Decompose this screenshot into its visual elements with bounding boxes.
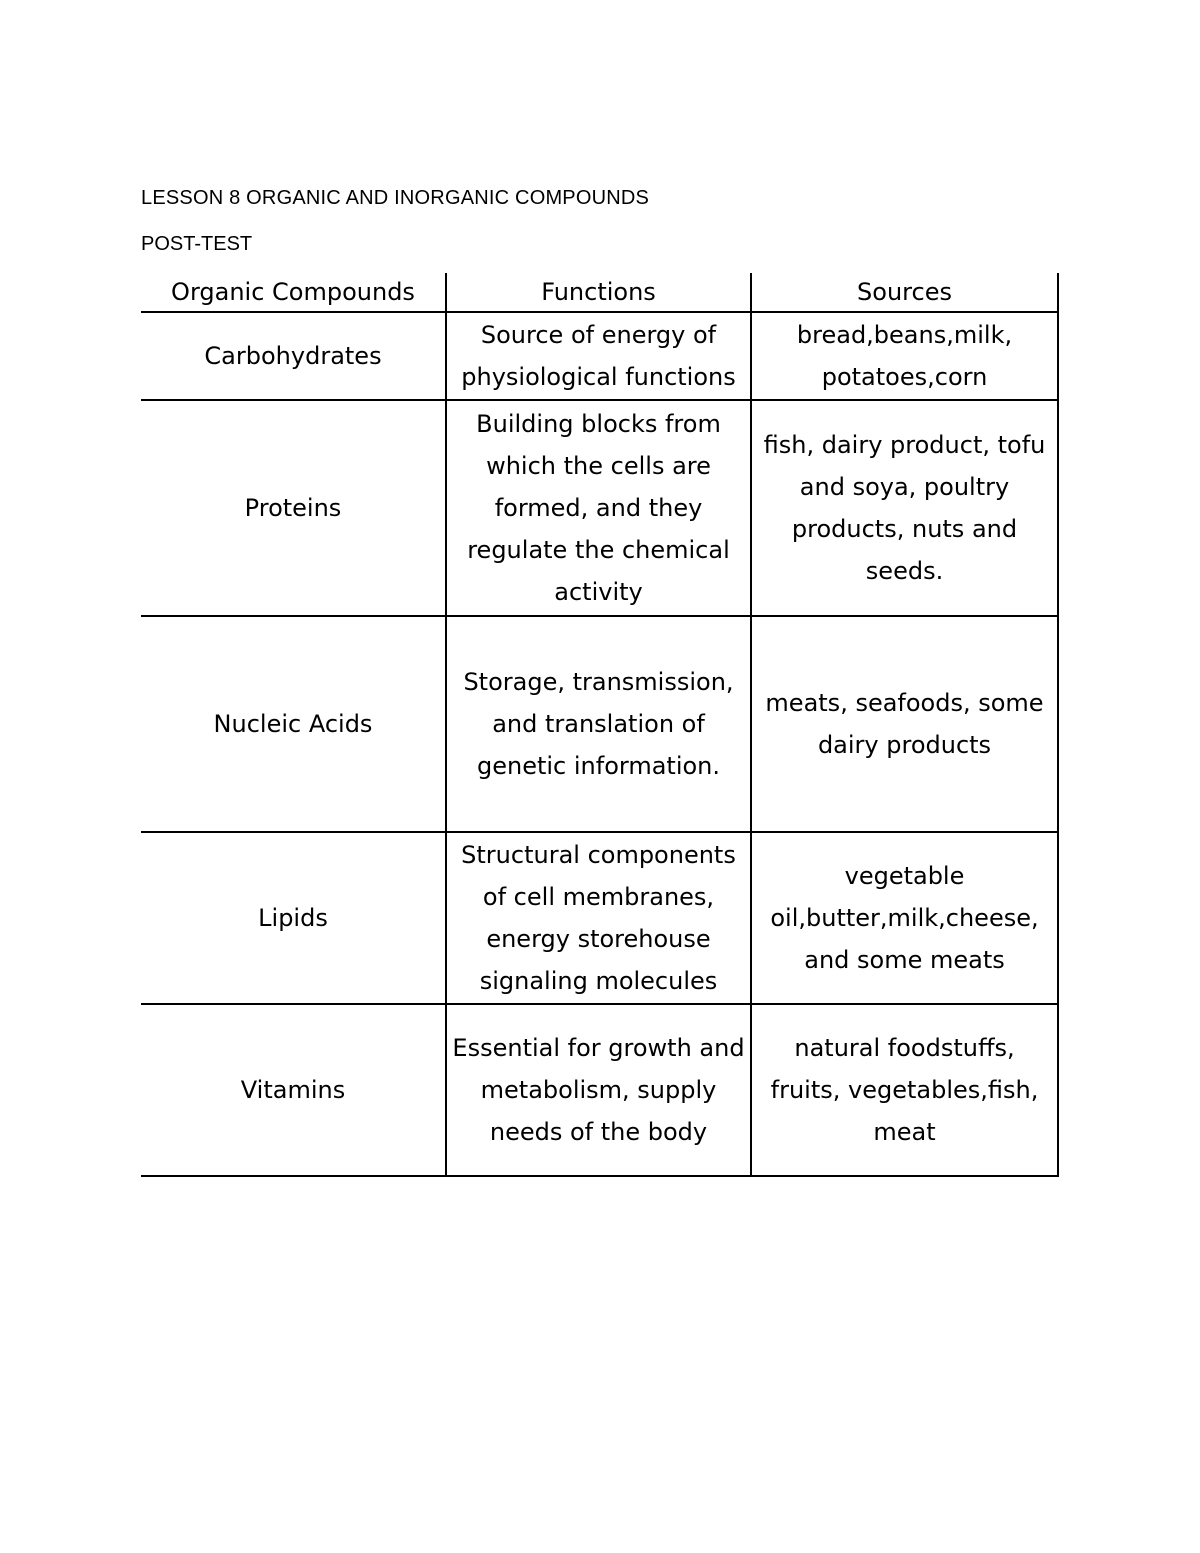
header-functions: Functions (446, 273, 751, 312)
function-cell: Building blocks from which the cells are formed, and they regulate the chemical activity (446, 400, 751, 616)
table-row (141, 1004, 1058, 1176)
function-cell: Source of energy of physiological functions (446, 312, 751, 400)
table-row (141, 832, 1058, 1004)
header-organic-compounds: Organic Compounds (141, 273, 446, 312)
sources-cell: fish, dairy product, tofu and soya, poultry products, nuts and seeds. (751, 400, 1058, 616)
compound-cell: Lipids (141, 832, 446, 1004)
sources-cell: natural foodstuffs, fruits, vegetables,fish, meat (751, 1004, 1058, 1176)
table-row (141, 616, 1058, 832)
function-cell: Structural components of cell membranes, energy storehouse signaling molecules (446, 832, 751, 1004)
sources-cell: bread,beans,milk, potatoes,corn (751, 312, 1058, 400)
compound-cell: Vitamins (141, 1004, 446, 1176)
sources-cell: vegetable oil,butter,milk,cheese, and some meats (751, 832, 1058, 1004)
header-sources: Sources (751, 273, 1058, 312)
table-row (141, 312, 1058, 400)
function-cell: Essential for growth and metabolism, supply needs of the body (446, 1004, 751, 1176)
table-header-row (141, 273, 1058, 312)
function-cell: Storage, transmission, and translation of genetic information. (446, 616, 751, 832)
compounds-table (141, 273, 1059, 1177)
compound-cell: Nucleic Acids (141, 616, 446, 832)
compound-cell: Carbohydrates (141, 312, 446, 400)
table-row (141, 400, 1058, 616)
sources-cell: meats, seafoods, some dairy products (751, 616, 1058, 832)
compound-cell: Proteins (141, 400, 446, 616)
document-subtitle: POST-TEST (141, 233, 253, 255)
document-title: LESSON 8 ORGANIC AND INORGANIC COMPOUNDS (141, 187, 650, 209)
